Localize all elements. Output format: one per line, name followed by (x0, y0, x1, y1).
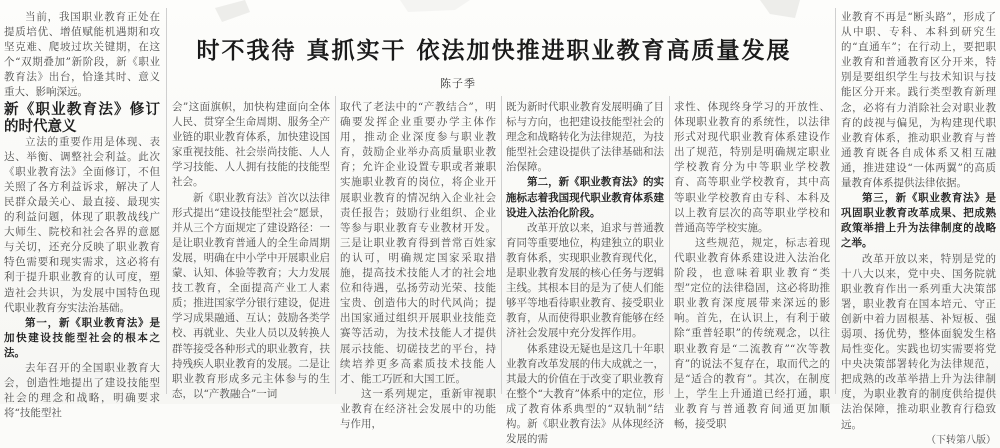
column-6 (841, 10, 996, 446)
paragraph: 立法的重要作用是体现、表达、举衡、调整社会利益。此次《职业教育法》全面修订，不但关照了各方利益诉求，解决了人民群众最关心、最直接、最现实的利益问题，体现了职教战线广大师生、院校和社会各界的意愿与关切，还充分反映了职业教育特色需要和现实需求，这必将有利于提升职业教育的认可度，塑造社会共识，为发展中国特色现代职业教育夯实法治基础。 (4, 135, 160, 314)
byline: 陈子季 (440, 77, 476, 90)
paragraph: 改革开放以来，特别是党的十八大以来，党中央、国务院就职业教育作出一系列重大决策部署，职业教育在国本培元、守正创新中着力固根基、补短板、强弱项、扬优势，整体面貌发生格局性变化。实践也切实需要将党中央决策部署转化为法律规范，把成熟的改革举措上升为法律制度，为职业教育的制度供给提供法治保障，推动职业教育行稳致远。 (841, 252, 996, 431)
headline: 时不我待 真抓实干 依法加快推进职业教育高质量发展 (196, 38, 792, 64)
column-divider (335, 96, 336, 394)
column-1 (4, 10, 160, 420)
paragraph: 这些规范，规定，标志着现代职业教育体系建设进入法治化阶段，也意味着职业教育“类型”定位的法律稳固，这必将助推职业教育深度展带来深远的影响。首先，在认识上，有利于破除“重普轻职”的传统观念，以往职业教育是“二流教育”“次等教育”的说法不复存在，取而代之的是“适合的教育”。其次，在制度上，学生上升通道已经打通，职业教育与普通教育间通更加顺畅，接受职 (674, 236, 830, 430)
column-divider (669, 96, 670, 394)
column-divider (835, 8, 836, 394)
column-divider (501, 96, 502, 394)
lead-sentence-1: 第一，新《职业教育法》是加快建设技能型社会的根本之法。 (4, 316, 160, 359)
lead-sentence-3: 第三，新《职业教育法》是巩固职业教育改革成果、把成熟政策举措上升为法律制度的战略之举。 (841, 192, 996, 250)
lead-sentence-2: 第二，新《职业教育法》的实施标志着我国现代职业教育体系建设进入法治化阶段。 (506, 176, 664, 219)
paragraph: 改革开放以来，追求与普通教育同等重要地位，构建独立的职业教育体系，实现职业教育现代化，是职业教育发展的核心任务与逻辑主线。其根本目的是为了使人们能够平等地看待职业教育、接受职业教育，从而使得职业教育能够在经济社会发展中充分发挥作用。 (506, 221, 664, 340)
section-subheading: 新《职业教育法》修订的时代意义 (4, 100, 160, 135)
column-divider (166, 8, 167, 394)
column-5 (674, 100, 830, 430)
paragraph: 业教育不再是“断头路”，形成了从中职、专科、本科到研究生的“直通车”；在行动上，要把职业教育和普通教育区分开来，特别是要组织学生与技术知识与技能区分开来。践行类型教育新理念，必将有力消除社会对职业教育的歧视与偏见，为构建现代职业教育体系，推动职业教育与普通教育既各自成体系又相互融通，推进建设“一体两翼”的高质量教育体系提供法律依据。 (841, 11, 996, 190)
intro-paragraph: 当前，我国职业教育正处在提质培优、增值赋能机遇期和攻坚克难、爬坡过坎关键期，在这个“双期叠加”新阶段，新《职业教育法》出台，恰逢其时、意义重大、影响深远。 (4, 11, 160, 99)
paragraph: 新《职业教育法》首次以法律形式提出“建设技能型社会”愿景，并从三个方面规定了建设路径：一是让职业教育普通人的全生命周期发展，明确在中小学中开展职业启蒙、认知、体验等教育；大力发展技工教育，全面提高产业工人素质；推进国家学分银行建设，促进学习成果融通、互认；鼓励各类学校、再就业、失业人员以及转换人群等接受各种形式的职业教育，扶持残疾人职业教育的发展。二是让职业教育形成多元主体参与的生态，以“产教融合”一词 (172, 191, 330, 400)
paragraph: 取代了老法中的“产教结合”，明确要发挥企业重要办学主体作用，推动企业深度参与职业教育，鼓励企业举办高质量职业教育；允许企业设置专职或者兼职实施职业教育的岗位，将企业开展职业教育的情况纳入企业社会责任报告；鼓励行业组织、企业等参与职业教育专业教材开发。三是让职业教育得到普常百姓家的认可，明确规定国家采取措施，提高技术技能人才的社会地位和待遇，弘扬劳动光荣、技能宝贵、创造伟大的时代风尚；提出国家通过组织开展职业技能竞赛等活动，为技术技能人才提供展示技能、切磋技艺的平台，持续培养更多高素质技术技能人才、能工巧匠和大国工匠。 (340, 101, 496, 385)
paragraph: 体系建设无疑也是这几十年职业教育改革发展的伟大成就之一，其最大的价值在于改变了职业教育在整个“大教育”体系中的定位，形成了教育体系典型的“双轨制”结构。新《职业教育法》从体现经济发展的需 (506, 342, 664, 446)
paragraph: 会”这面旗帜，加快构建面向全体人民、贯穿全生命周期、服务全产业链的职业教育体系，加快建设国家重视技能、社会崇尚技能、人人学习技能、人人拥有技能的技能型社会。 (172, 101, 330, 189)
continued-note: （下转第八版） (926, 434, 996, 446)
column-4 (506, 100, 664, 446)
paragraph: 既为新时代职业教育发展明确了目标与方向，也把建设技能型社会的理念和战略转化为法律规范，为技能型社会建设提供了法律基础和法治保障。 (506, 101, 664, 174)
paragraph: 这一系列规定，重新审视职业教育在经济社会发展中的功能与作用， (340, 387, 496, 430)
paragraph: 求性、体现终身学习的开放性、体现职业教育的系统性，以法律形式对现代职业教育体系建设作出了规范，特别是明确规定职业学校教育分为中等职业学校教育、高等职业学校教育，其中高等职业学校教育由专科、本科及以上教育层次的高等职业学校和普通高等学校实施。 (674, 101, 830, 234)
paragraph: 去年召开的全国职业教育大会，创造性地提出了建设技能型社会的理念和战略，明确要求将“技能型社 (4, 361, 160, 420)
column-2 (172, 100, 330, 398)
column-3 (340, 100, 496, 430)
